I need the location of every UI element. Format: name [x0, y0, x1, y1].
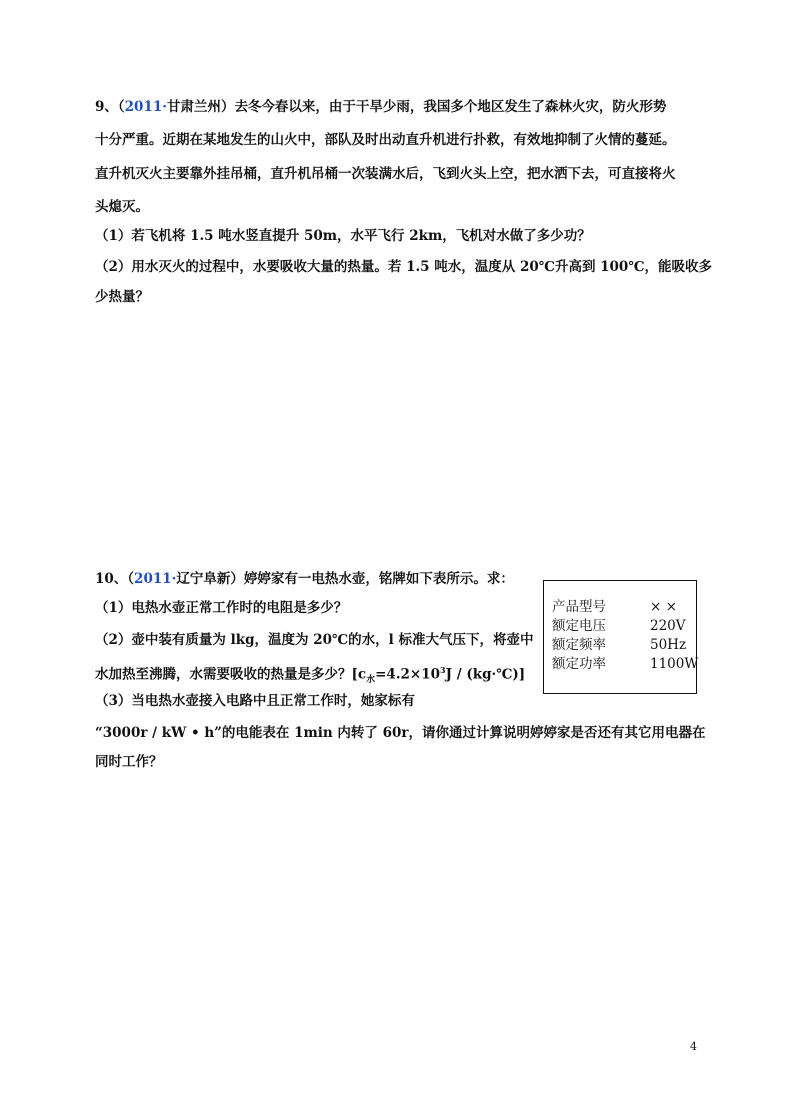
q10-sub3c: 同时工作？ [95, 754, 163, 770]
page-number: 4 [690, 1040, 697, 1053]
spec-row-power [552, 655, 699, 674]
spec-label: 产品型号 [552, 599, 606, 615]
q10-number: 10、 [95, 571, 128, 587]
q9-line2: 十分严重。近期在某地发生的山火中，部队及时出动直升机进行扑救，有效地抑制了火情的蔓延。 [95, 132, 676, 148]
q9-text: 去冬今春以来，由于干旱少雨，我国多个地区发生了森林火灾，防火形势 [234, 99, 667, 115]
q10-source-place: 辽宁阜新 [176, 571, 231, 587]
spec-row-voltage [552, 617, 696, 636]
spec-row-frequency [552, 636, 696, 655]
q9-sub2a: （2）用水灭火的过程中，水要吸收大量的热量。若 1.5 吨水，温度从 20℃升高到 100℃，能吸收多 [95, 259, 712, 275]
q9-number: 9、 [95, 99, 118, 115]
spec-row-model [552, 598, 696, 617]
q9-sub1: （1）若飞机将 1.5 吨水竖直提升 50m，水平飞行 2km，飞机对水做了多少功？ [95, 228, 591, 244]
spec-label: 额定电压 [552, 618, 606, 634]
q10-source-year: 2011 [134, 571, 172, 587]
spec-value: × × [650, 599, 677, 615]
q10-sub3b: “3000r / kW • h”的电能表在 1min 内转了 60r，请你通过计算说明婷婷家是否还有其它用电器在 [95, 725, 706, 741]
spec-value: 220V [650, 618, 686, 634]
q10-sub3a: （3）当电热水壶接入电路中且正常工作时，她家标有 [95, 693, 415, 709]
q10-sub2a: （2）壶中装有质量为 lkg，温度为 20℃的水，l 标准大气压下，将壶中 [95, 632, 534, 648]
q10-sub2b: 水加热至沸腾，水需要吸收的热量是多少？[$c_水=4.2\times 10^3J$ / (kg·℃)] [95, 665, 526, 686]
spec-value: 1100W [650, 656, 699, 672]
spec-label: 额定功率 [552, 656, 606, 672]
q10-sub1: （1）电热水壶正常工作时的电阻是多少？ [95, 600, 348, 616]
spec-label: 额定频率 [552, 637, 606, 653]
q9-source-place: 甘肃兰州 [166, 99, 221, 115]
q9-line1: 9、（2011·甘肃兰州）去冬今春以来，由于干旱少雨，我国多个地区发生了森林火灾，防火形势 [95, 99, 667, 115]
q9-source-year: 2011 [124, 99, 163, 115]
q9-line4: 头熄灭。 [95, 199, 149, 215]
q10-text: 婷婷家有一电热水壶，铭牌如下表所示。求： [243, 571, 514, 587]
spec-value: 50Hz [650, 637, 687, 653]
q9-sub2b: 少热量？ [95, 289, 149, 305]
q9-line3: 直升机灭火主要靠外挂吊桶，直升机吊桶一次装满水后，飞到火头上空，把水洒下去，可直接将火 [95, 166, 676, 182]
nameplate-table [543, 580, 697, 694]
q10-line1: 10、（2011·辽宁阜新）婷婷家有一电热水壶，铭牌如下表所示。求： [95, 571, 514, 587]
